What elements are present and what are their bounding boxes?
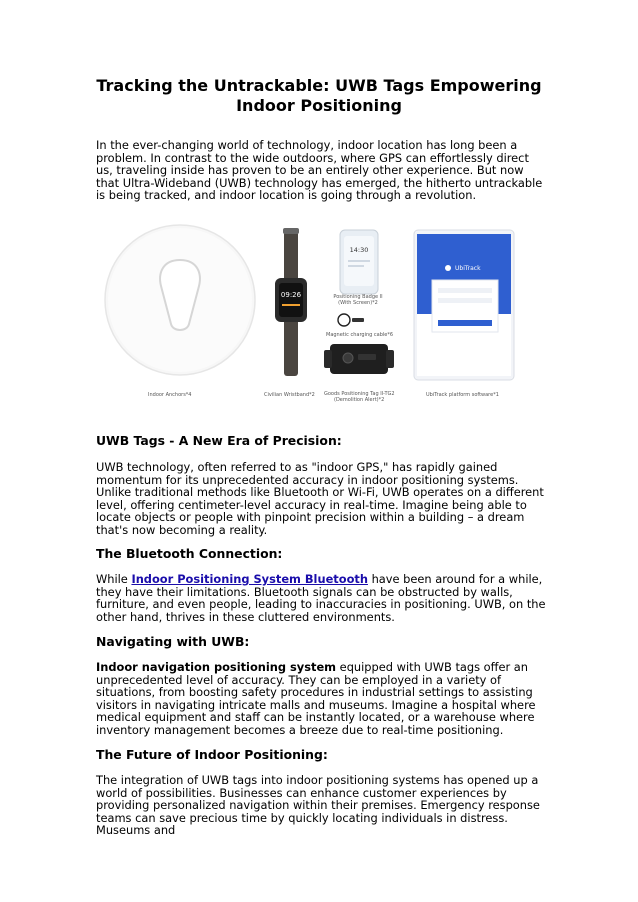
navigation-system-term: Indoor navigation positioning system [96, 660, 337, 674]
caption-goods-tag-line2: (Demolition Alert)*2 [334, 397, 385, 403]
wristband-image [275, 228, 307, 376]
caption-cable: Magnetic charging cable*6 [326, 332, 394, 338]
caption-wristband: Civilian Wristband*2 [264, 392, 315, 398]
product-figure [96, 216, 542, 406]
watch-time: 09:26 [280, 291, 302, 299]
section-heading-precision: UWB Tags - A New Era of Precision: [96, 433, 342, 448]
caption-software: UbiTrack platform software*1 [426, 392, 499, 398]
product-illustration [96, 216, 542, 406]
caption-badge: Positioning Badge II (With Screen)*2 [333, 294, 383, 306]
section-heading-navigating: Navigating with UWB: [96, 634, 250, 649]
section-heading-bluetooth: The Bluetooth Connection: [96, 546, 283, 561]
charging-cable-image [338, 314, 364, 326]
software-screen-image [414, 230, 514, 380]
bluetooth-prefix: While [96, 572, 132, 586]
caption-goods-tag-line1: Goods Positioning Tag II-TG2 [324, 391, 395, 397]
goods-tag-image [324, 344, 394, 374]
section-heading-future: The Future of Indoor Positioning: [96, 747, 328, 762]
section-body-navigating [96, 661, 546, 737]
navigating-text: equipped with UWB tags offer an unprecedented level of accuracy. They can be employed in a variety of situations, from boosting safety procedures in industrial settings to assisting visitors in navigating intricate malls and museums. Imagine a hospital where medical equipment and staff can be instantly located, or a warehouse where inventory management becomes a breeze due to real-time positioning. [96, 660, 536, 737]
badge-time: 14:30 [349, 246, 369, 254]
bluetooth-suffix: have been around for a while, they have their limitations. Bluetooth signals can be obstructed by walls, furniture, and even people, leading to inaccuracies in positioning. UWB, on the other hand, thrives in these cluttered environments. [96, 572, 546, 624]
section-body-future: The integration of UWB tags into indoor positioning systems has opened up a world of possibilities. Businesses can enhance customer experiences by providing personalized navigation within their premises. Emergency response teams can save precious time by quickly locating individuals in distress. Museums and [96, 773, 540, 838]
caption-anchors: Indoor Anchors*4 [148, 392, 192, 398]
section-body-bluetooth [96, 573, 546, 623]
page-title: Tracking the Untrackable: UWB Tags Empowering Indoor Positioning [96, 76, 542, 115]
section-body-precision: UWB technology, often referred to as "indoor GPS," has rapidly gained momentum for its unprecedented accuracy in indoor positioning systems. Unlike traditional methods like Bluetooth or Wi-Fi, UWB operates on a different level, offering centimeter-level accuracy in real-time. Imagine being able to locate objects or people with pinpoint precision within a building – a dream that's now becoming a reality. [96, 460, 544, 537]
positioning-badge-image [340, 230, 378, 294]
bluetooth-ips-link[interactable]: Indoor Positioning System Bluetooth [131, 572, 368, 586]
indoor-anchor-image [105, 225, 255, 375]
intro-paragraph: In the ever-changing world of technology, indoor location has long been a problem. In contrast to the wide outdoors, where GPS can effortlessly direct us, traveling inside has proven to be an entirely other experience. But now that Ultra-Wideband (UWB) technology has emerged, the hitherto untrackable is being tracked, and indoor location is going through a revolution. [96, 138, 543, 203]
software-logo-text: UbiTrack [455, 265, 481, 272]
